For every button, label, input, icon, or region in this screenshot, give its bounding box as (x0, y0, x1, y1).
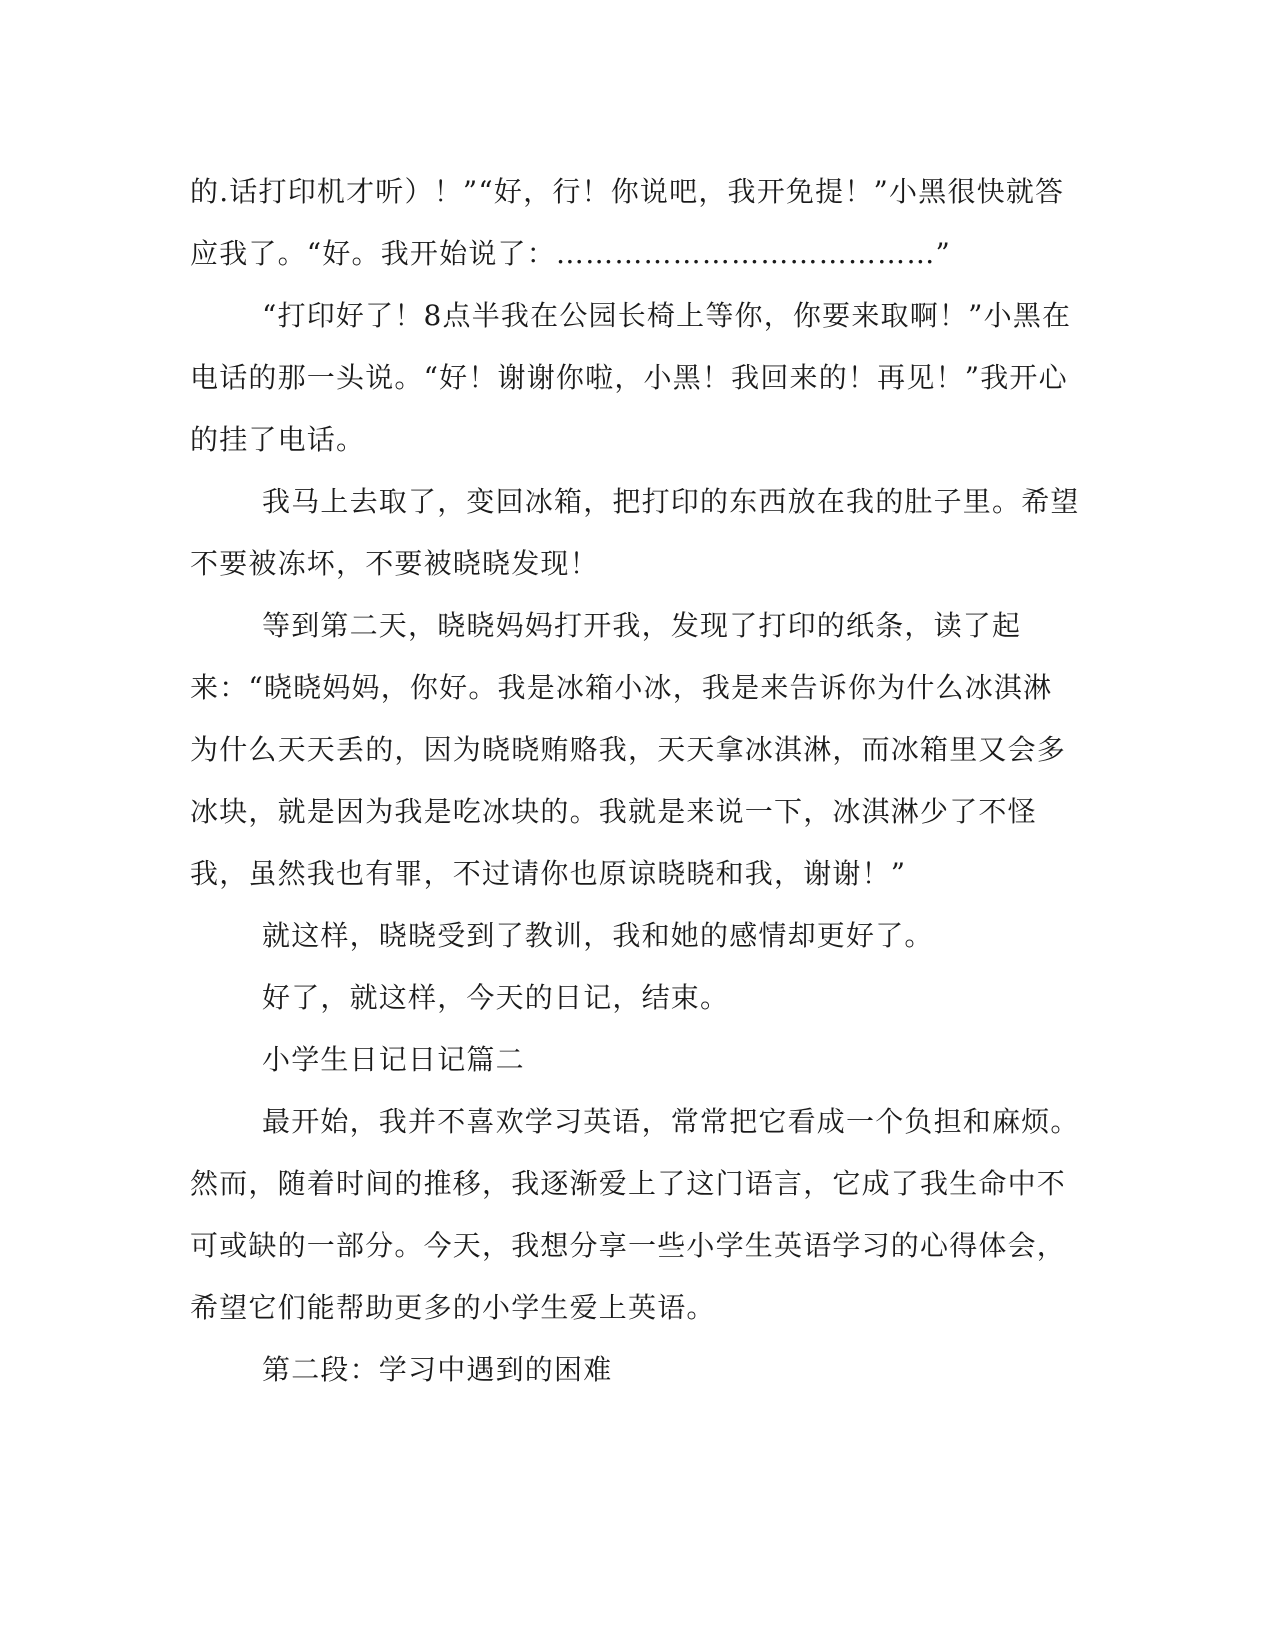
paragraph-4: 等到第二天，晓晓妈妈打开我，发现了打印的纸条，读了起来：“晓晓妈妈，你好。我是冰箱小冰，我是来告诉你为什么冰淇淋为什么天天丢的，因为晓晓贿赂我，天天拿冰淇淋，而冰箱里又会多冰块，就是因为我是吃冰块的。我就是来说一下，冰淇淋少了不怪我，虽然我也有罪，不过请你也原谅晓晓和我，谢谢！” (190, 609, 1067, 890)
paragraph-3: 我马上去取了，变回冰箱，把打印的东西放在我的肚子里。希望不要被冻坏，不要被晓晓发现！ (190, 485, 1080, 580)
paragraph-1: 的.话打印机才听）！”“好，行！你说吧，我开免提！”小黑很快就答应我了。“好。我开始说了：…………………………………” (190, 175, 1065, 270)
paragraph-2: “打印好了！8点半我在公园长椅上等你，你要来取啊！”小黑在电话的那一头说。“好！谢谢你啦，小黑！我回来的！再见！”我开心的挂了电话。 (190, 299, 1072, 456)
subsection-heading: 第二段：学习中遇到的困难 (262, 1353, 613, 1386)
document-body (190, 161, 1080, 1401)
section-heading: 小学生日记日记篇二 (262, 1043, 525, 1076)
paragraph-8: 最开始，我并不喜欢学习英语，常常把它看成一个负担和麻烦。然而，随着时间的推移，我逐渐爱上了这门语言，它成了我生命中不可或缺的一部分。今天，我想分享一些小学生英语学习的心得体会，希望它们能帮助更多的小学生爱上英语。 (190, 1105, 1080, 1324)
paragraph-5: 就这样，晓晓受到了教训，我和她的感情却更好了。 (262, 919, 934, 952)
paragraph-6: 好了，就这样，今天的日记，结束。 (262, 981, 730, 1014)
